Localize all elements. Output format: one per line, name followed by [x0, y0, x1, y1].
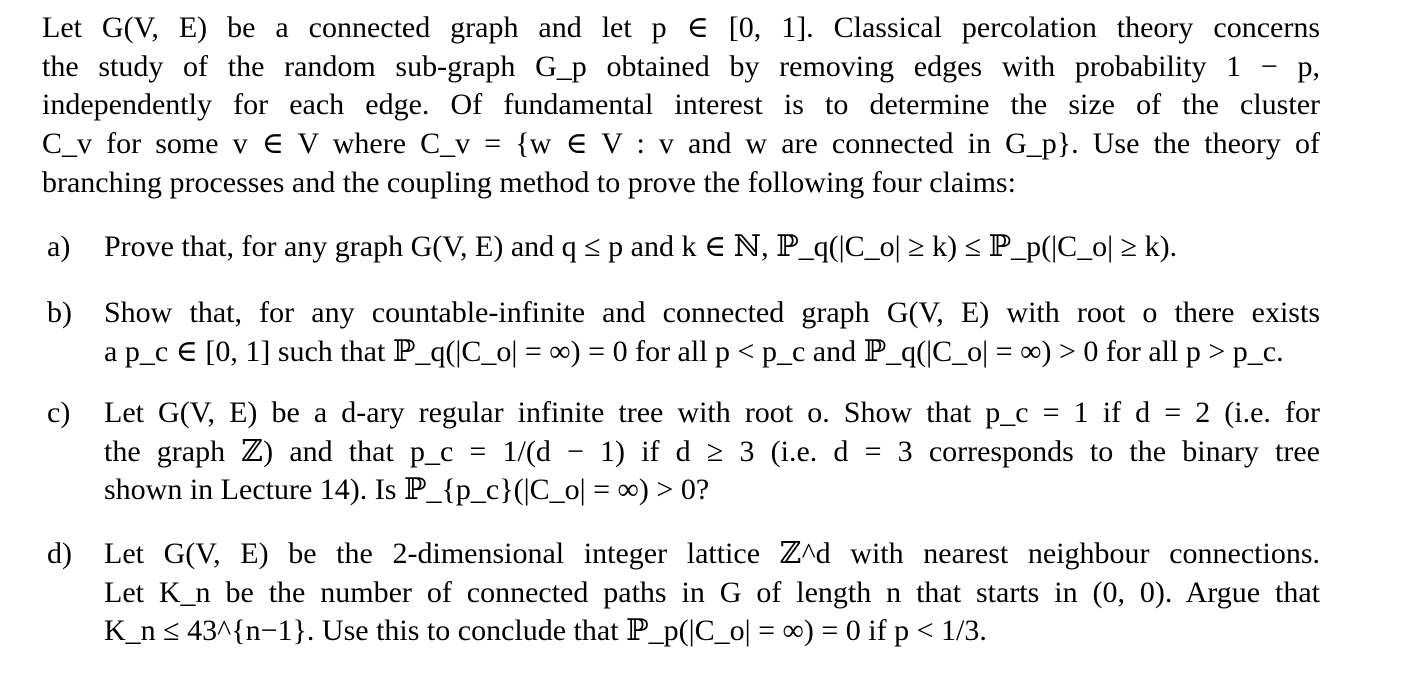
intro-line: C_v for some v ∈ V where C_v = {w ∈ V : v and w are connected in G_p}. Use the theory of [42, 127, 1320, 161]
intro-paragraph [42, 9, 1320, 202]
claim-line: Show that, for any countable-infinite and connected graph G(V, E) with root o there exists [104, 296, 1320, 329]
claim-text [104, 394, 1320, 510]
claim-text [104, 228, 1320, 267]
claim-line: Let G(V, E) be the 2-dimensional integer lattice ℤ^d with nearest neighbour connections. [104, 537, 1320, 570]
intro-line: independently for each edge. Of fundamental interest is to determine the size of the cluster [42, 88, 1320, 122]
claim-line: K_n ≤ 43^{n−1}. Use this to conclude that ℙ_p(|C_o| = ∞) = 0 if p < 1/3. [104, 614, 987, 648]
intro-line: the study of the random sub-graph G_p obtained by removing edges with probability 1 − p, [42, 49, 1320, 83]
claim-line: a p_c ∈ [0, 1] such that ℙ_q(|C_o| = ∞) = 0 for all p < p_c and ℙ_q(|C_o| = ∞) > 0 for all p > p_c. [104, 334, 1284, 368]
claim-label: d) [47, 537, 72, 570]
claim-text [104, 535, 1320, 651]
claim-label: b) [47, 296, 72, 329]
claim-line: Prove that, for any graph G(V, E) and q ≤ p and k ∈ ℕ, ℙ_q(|C_o| ≥ k) ≤ ℙ_p(|C_o| ≥ k). [104, 230, 1178, 263]
claim-label: c) [47, 396, 71, 429]
claim-line: Let G(V, E) be a d-ary regular infinite tree with root o. Show that p_c = 1 if d = 2 (i.e. for [104, 396, 1320, 429]
claim-line: the graph ℤ) and that p_c = 1/(d − 1) if d ≥ 3 (i.e. d = 3 corresponds to the binary tree [104, 434, 1320, 468]
claim-line: Let K_n be the number of connected paths in G of length n that starts in (0, 0). Argue that [104, 575, 1320, 609]
intro-line: branching processes and the coupling method to prove the following four claims: [42, 165, 1016, 199]
claim-label: a) [47, 230, 71, 263]
intro-line: Let G(V, E) be a connected graph and let p ∈ [0, 1]. Classical percolation theory concerns [42, 11, 1320, 44]
claim-line: shown in Lecture 14). Is ℙ_{p_c}(|C_o| = ∞) > 0? [104, 473, 710, 507]
claim-text [104, 294, 1320, 371]
